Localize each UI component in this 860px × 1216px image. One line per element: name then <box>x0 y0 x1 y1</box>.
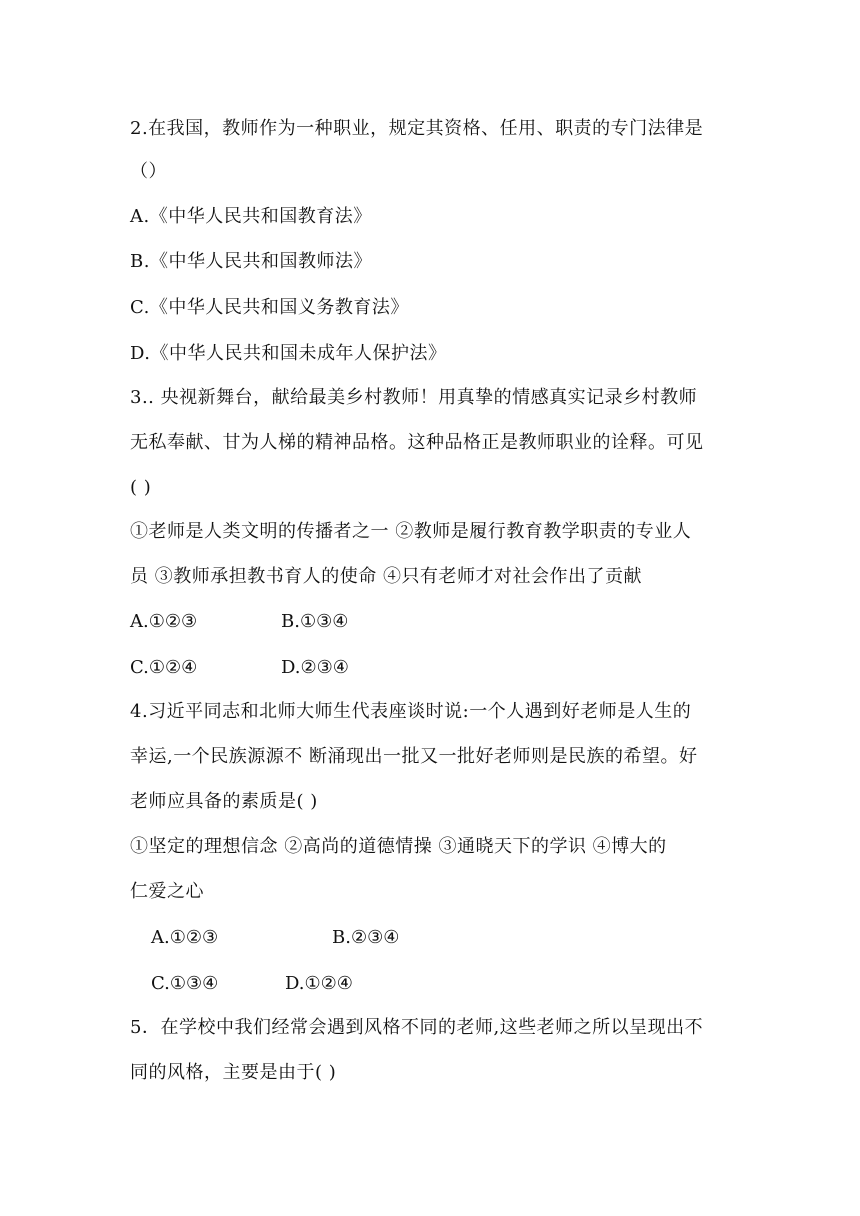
q4-stem-line-2: 幸运,一个民族源源不 断涌现出一批又一批好老师则是民族的希望。好 <box>130 746 698 767</box>
q4-stem-line-3: 老师应具备的素质是( ) <box>130 791 318 812</box>
q2-stem-line-1: 2.在我国，教师作为一种职业，规定其资格、任用、职责的专门法律是 <box>130 118 704 139</box>
q4-stem-line-1: 4.习近平同志和北师大师生代表座谈时说:一个人遇到好老师是人生的 <box>130 701 692 722</box>
q5-stem-line-1: 5．在学校中我们经常会遇到风格不同的老师,这些老师之所以呈现出不 <box>130 1017 704 1038</box>
q3-option-d: D.②③④ <box>281 657 349 678</box>
q2-option-d: D.《中华人民共和国未成年人保护法》 <box>130 343 447 364</box>
q2-stem-line-2: （） <box>130 161 167 182</box>
q4-option-b: B.②③④ <box>332 927 400 948</box>
q3-option-c: C.①②④ <box>130 657 198 678</box>
q4-option-d: D.①②④ <box>285 973 353 994</box>
q4-option-a: A.①②③ <box>151 927 219 948</box>
q3-statement-line-2: 员 ③教师承担教书育人的使命 ④只有老师才对社会作出了贡献 <box>130 566 642 587</box>
q4-option-c: C.①③④ <box>151 973 219 994</box>
q3-stem-line-1: 3.. 央视新舞台，献给最美乡村教师！用真挚的情感真实记录乡村教师 <box>130 387 698 408</box>
q2-option-a: A.《中华人民共和国教育法》 <box>130 206 372 227</box>
q3-statement-line-1: ①老师是人类文明的传播者之一 ②教师是履行教育教学职责的专业人 <box>130 521 692 542</box>
q5-stem-line-2: 同的风格，主要是由于( ) <box>130 1062 337 1083</box>
q2-option-c: C.《中华人民共和国义务教育法》 <box>130 297 409 318</box>
q3-stem-line-2: 无私奉献、甘为人梯的精神品格。这种品格正是教师职业的诠释。可见 <box>130 432 704 453</box>
q2-option-b: B.《中华人民共和国教师法》 <box>130 251 372 272</box>
q3-option-b: B.①③④ <box>281 611 349 632</box>
q3-stem-line-3: ( ) <box>130 477 152 498</box>
q3-option-a: A.①②③ <box>130 611 198 632</box>
q4-statement-line-2: 仁爱之心 <box>130 881 204 902</box>
q4-statement-line-1: ①坚定的理想信念 ②高尚的道德情操 ③通晓天下的学识 ④博大的 <box>130 836 667 857</box>
